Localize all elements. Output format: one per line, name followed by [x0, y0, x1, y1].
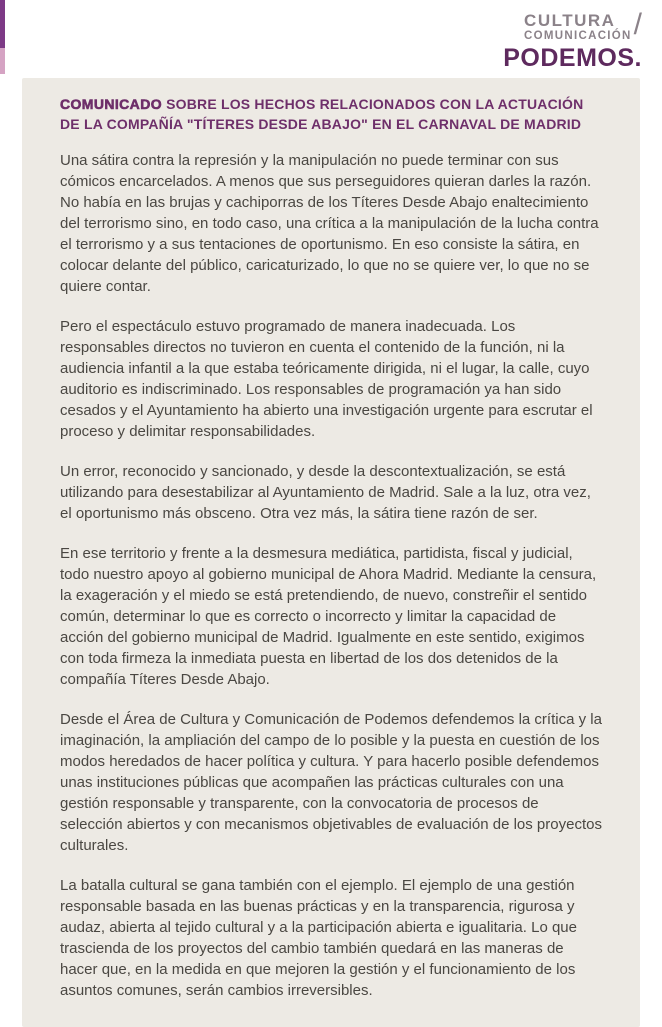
logo-comunicacion-text: COMUNICACIÓN	[524, 30, 632, 42]
left-edge-stripe	[0, 0, 5, 78]
paragraph-4: En ese territorio y frente a la desmesura mediática, partidista, fiscal y judicial, todo nuestro apoyo al gobierno municipal de Ahora Madrid. Mediante la censura, la exageración y el miedo se está pretendiendo, de nuevo, constreñir el sentido común, determinar lo que es correcto o incorrecto y limitar la capacidad de acción del gobierno municipal de Madrid. Igualmente en este sentido, exigimos con toda firmeza la inmediata puesta en libertad de los dos detenidos de la compañía Títeres Desde Abajo.	[60, 545, 597, 688]
left-edge-stripe-purple	[0, 0, 5, 48]
left-edge-stripe-pink	[0, 48, 5, 74]
logo-cultura-text: CULTURA	[524, 11, 616, 30]
paragraph-2: Pero el espectáculo estuvo programado de manera inadecuada. Los responsables directos no tuvieron en cuenta el contenido de la función, ni la audiencia infantil a la que estaba teóricamente dirigida, ni el lugar, la calle, cuyo auditorio es indiscriminado. Los responsables de programación ya han sido cesados y el Ayuntamiento ha abierto una investigación urgente para escrutar el proceso y delimitar responsabilidades.	[60, 318, 593, 440]
logo-top-lines	[503, 8, 642, 43]
communique-title-rest: SOBRE LOS HECHOS RELACIONADOS CON LA ACTUACIÓN DE LA COMPAÑÍA "TÍTERES DESDE ABAJO" EN EL CARNAVAL DE MADRID	[60, 96, 584, 132]
paragraph-1: Una sátira contra la represión y la manipulación no puede terminar con sus cómicos encarcelados. A menos que sus perseguidores quieran darles la razón. No había en las brujas y cachiporras de los Títeres Desde Abajo enaltecimiento del terrorismo sino, en todo caso, una crítica a la manipulación de la lucha contra el terrorismo y a sus tentaciones de oportunismo. En eso consiste la sátira, en colocar delante del público, caricaturizado, lo que no se quiere ver, lo que no se quiere contar.	[60, 152, 599, 295]
paragraph-3: Un error, reconocido y sancionado, y desde la descontextualización, se está utilizando para desestabilizar al Ayuntamiento de Madrid. Sale a la luz, otra vez, el oportunismo más obsceno. Otra vez más, la sátira tiene razón de ser.	[60, 463, 591, 522]
communique-title-lead: COMUNICADO	[60, 96, 162, 112]
paragraph-5: Desde el Área de Cultura y Comunicación de Podemos defendemos la crítica y la imaginación, la ampliación del campo de lo posible y la puesta en cuestión de los modos heredados de hacer política y cultura. Y para hacerlo posible defendemos unas instituciones públicas que acompañen las prácticas culturales con una gestión responsable y transparente, con la convocatoria de procesos de selección abiertos y con mecanismos objetivables de evaluación de los proyectos culturales.	[60, 711, 602, 854]
podemos-cultura-logo	[503, 8, 642, 72]
logo-slash-mark: /	[633, 8, 642, 41]
logo-podemos-wordmark: PODEMOS.	[503, 43, 642, 72]
paragraph-6: La batalla cultural se gana también con el ejemplo. El ejemplo de una gestión responsable basada en las buenas prácticas y en la transparencia, rigurosa y audaz, abierta al tejido cultural y a la participación abierta e igualitaria. Lo que trascienda de los proyectos del cambio también quedará en las maneras de hacer que, en la medida en que mejoren la gestión y el funcionamiento de los asuntos comunes, serán cambios irreversibles.	[60, 877, 577, 999]
communique-card	[22, 78, 640, 1027]
communique-body	[60, 150, 602, 1001]
communique-title	[60, 94, 602, 134]
